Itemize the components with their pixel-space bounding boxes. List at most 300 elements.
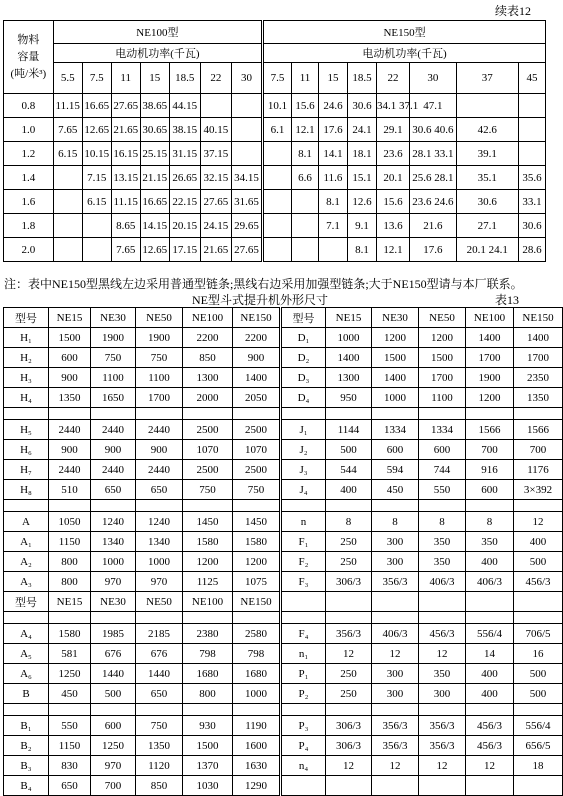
data-cell: 650	[136, 480, 183, 500]
data-cell	[53, 214, 82, 238]
data-cell: 30.65	[140, 118, 169, 142]
data-cell: 1566	[514, 420, 563, 440]
data-cell: 594	[372, 460, 419, 480]
data-cell: NE150	[233, 592, 281, 612]
data-cell: 24.1	[347, 118, 376, 142]
data-cell: 1190	[233, 716, 281, 736]
empty-cell	[466, 704, 514, 716]
column-header: NE150	[514, 308, 563, 328]
data-cell: 13.15	[111, 166, 140, 190]
data-cell: NE100	[183, 592, 233, 612]
data-cell	[514, 776, 563, 796]
data-cell: 456/3	[514, 572, 563, 592]
corner-header	[4, 21, 54, 94]
data-cell: 27.65	[111, 94, 140, 118]
data-cell: 798	[183, 644, 233, 664]
data-cell: P₁	[281, 664, 326, 684]
data-cell	[263, 238, 292, 262]
data-cell: 1070	[233, 440, 281, 460]
data-cell: 1200	[466, 388, 514, 408]
data-cell: 31.65	[231, 190, 262, 214]
data-cell	[231, 142, 262, 166]
data-cell: 2380	[183, 624, 233, 644]
data-cell: 8	[419, 512, 466, 532]
power-value: 7.5	[263, 63, 292, 94]
data-cell: 400	[466, 664, 514, 684]
data-cell: 250	[326, 552, 372, 572]
data-cell: H₅	[4, 420, 49, 440]
data-cell: 500	[514, 664, 563, 684]
data-cell: 1700	[466, 348, 514, 368]
data-cell: 25.15	[140, 142, 169, 166]
data-cell: 2440	[136, 460, 183, 480]
empty-cell	[372, 704, 419, 716]
data-cell: 1500	[372, 348, 419, 368]
data-cell: 8	[466, 512, 514, 532]
data-cell	[372, 776, 419, 796]
data-cell: 350	[419, 552, 466, 572]
data-cell: 1200	[372, 328, 419, 348]
table-row	[4, 94, 546, 118]
data-cell: 970	[91, 756, 136, 776]
data-cell: 1334	[419, 420, 466, 440]
power-value: 37	[456, 63, 518, 94]
data-cell: 6.1	[263, 118, 292, 142]
data-cell: 1450	[183, 512, 233, 532]
data-cell: 750	[136, 716, 183, 736]
data-cell	[292, 190, 319, 214]
data-cell: 30.6	[347, 94, 376, 118]
data-cell: 1900	[466, 368, 514, 388]
table-row	[4, 512, 563, 532]
empty-cell	[233, 408, 281, 420]
data-cell: 35.1	[456, 166, 518, 190]
data-cell: 1200	[183, 552, 233, 572]
data-cell: 400	[514, 532, 563, 552]
empty-cell	[466, 612, 514, 624]
data-cell: 400	[466, 552, 514, 572]
data-cell: 456/3	[466, 736, 514, 756]
data-cell	[53, 166, 82, 190]
data-cell: 47.1	[410, 94, 457, 118]
data-cell: 2440	[49, 420, 91, 440]
data-cell: 14.15	[140, 214, 169, 238]
data-cell: 3×392	[514, 480, 563, 500]
data-cell: 450	[372, 480, 419, 500]
data-cell: J₂	[281, 440, 326, 460]
data-cell: 900	[91, 440, 136, 460]
data-cell: 306/3	[326, 716, 372, 736]
column-header: NE100	[466, 308, 514, 328]
table-row	[4, 736, 563, 756]
data-cell: 1440	[136, 664, 183, 684]
empty-cell	[91, 704, 136, 716]
capacity-cell: 1.2	[4, 142, 54, 166]
empty-cell	[233, 612, 281, 624]
data-cell: 型号	[4, 592, 49, 612]
data-cell: 600	[49, 348, 91, 368]
empty-cell	[466, 500, 514, 512]
data-cell: 830	[49, 756, 91, 776]
data-cell: 28.6	[518, 238, 545, 262]
data-cell: 8.1	[318, 190, 347, 214]
data-cell: 750	[91, 348, 136, 368]
data-cell: 300	[419, 684, 466, 704]
data-cell: 250	[326, 684, 372, 704]
data-cell: 500	[326, 440, 372, 460]
table13-title: NE型斗式提升机外形尺寸	[192, 293, 328, 307]
table-row	[4, 664, 563, 684]
power-value: 30	[410, 63, 457, 94]
data-cell: 9.1	[347, 214, 376, 238]
data-cell: 850	[136, 776, 183, 796]
data-cell: 1030	[183, 776, 233, 796]
data-cell: B₁	[4, 716, 49, 736]
column-header: 型号	[281, 308, 326, 328]
data-cell: H₈	[4, 480, 49, 500]
data-cell: 450	[49, 684, 91, 704]
data-cell: D₄	[281, 388, 326, 408]
data-cell: 1050	[49, 512, 91, 532]
data-cell: 556/4	[466, 624, 514, 644]
spacer-row	[4, 612, 563, 624]
column-header: NE150	[233, 308, 281, 328]
data-cell: 1000	[372, 388, 419, 408]
data-cell: 1334	[372, 420, 419, 440]
data-cell: 27.65	[200, 190, 231, 214]
empty-cell	[183, 500, 233, 512]
empty-cell	[514, 704, 563, 716]
data-cell: J₃	[281, 460, 326, 480]
power-value: 5.5	[53, 63, 82, 94]
data-cell: 6.15	[82, 190, 111, 214]
data-cell: 12	[372, 756, 419, 776]
data-cell	[263, 214, 292, 238]
data-cell: 2440	[91, 420, 136, 440]
data-cell: 1300	[326, 368, 372, 388]
data-cell: 900	[136, 440, 183, 460]
data-cell: 1680	[183, 664, 233, 684]
data-cell: 32.15	[200, 166, 231, 190]
data-cell: 1400	[514, 328, 563, 348]
table-row	[4, 552, 563, 572]
data-cell: 300	[372, 684, 419, 704]
table-row	[4, 624, 563, 644]
empty-cell	[281, 704, 326, 716]
data-cell: 1700	[419, 368, 466, 388]
data-cell: 1350	[49, 388, 91, 408]
data-cell: 7.15	[82, 166, 111, 190]
data-cell: 1350	[514, 388, 563, 408]
data-cell: NE15	[49, 592, 91, 612]
data-cell: F₂	[281, 552, 326, 572]
data-cell: 23.6	[376, 142, 409, 166]
empty-cell	[372, 612, 419, 624]
data-cell: F₁	[281, 532, 326, 552]
table-row	[4, 328, 563, 348]
data-cell: 406/3	[372, 624, 419, 644]
data-cell: 1900	[91, 328, 136, 348]
data-cell: 30.6 40.6	[410, 118, 457, 142]
data-cell	[281, 776, 326, 796]
power-label: 电动机功率(千瓦)	[53, 44, 262, 63]
data-cell: 37.15	[200, 142, 231, 166]
data-cell: 21.65	[111, 118, 140, 142]
empty-cell	[281, 408, 326, 420]
data-cell: 544	[326, 460, 372, 480]
data-cell: 31.15	[169, 142, 200, 166]
data-cell: 7.65	[111, 238, 140, 262]
data-cell	[292, 214, 319, 238]
data-cell	[231, 118, 262, 142]
data-cell: 30.6	[518, 214, 545, 238]
data-cell: 676	[136, 644, 183, 664]
data-cell: 27.1	[456, 214, 518, 238]
data-cell: 12	[419, 756, 466, 776]
data-cell: 2440	[136, 420, 183, 440]
table-row	[4, 388, 563, 408]
data-cell: 2440	[49, 460, 91, 480]
data-cell: 11.15	[53, 94, 82, 118]
data-cell	[372, 592, 419, 612]
empty-cell	[136, 612, 183, 624]
data-cell: 29.65	[231, 214, 262, 238]
empty-cell	[4, 408, 49, 420]
data-cell: 1000	[136, 552, 183, 572]
table-row	[4, 716, 563, 736]
spacer-row	[4, 704, 563, 716]
data-cell: 406/3	[419, 572, 466, 592]
data-cell	[419, 592, 466, 612]
data-cell: 916	[466, 460, 514, 480]
data-cell: 656/5	[514, 736, 563, 756]
data-cell: 13.6	[376, 214, 409, 238]
data-cell: 38.15	[169, 118, 200, 142]
data-cell: 34.1 37.1	[376, 94, 409, 118]
data-cell: 2500	[233, 460, 281, 480]
capacity-cell: 1.6	[4, 190, 54, 214]
table-13	[3, 307, 563, 796]
power-value: 18.5	[169, 63, 200, 94]
data-cell: A	[4, 512, 49, 532]
data-cell: 356/3	[372, 716, 419, 736]
data-cell	[518, 94, 545, 118]
table-row	[4, 420, 563, 440]
data-cell: 1500	[419, 348, 466, 368]
data-cell: 35.6	[518, 166, 545, 190]
table-row	[4, 214, 546, 238]
data-cell: 798	[233, 644, 281, 664]
power-value: 22	[376, 63, 409, 94]
table-row	[4, 776, 563, 796]
empty-cell	[183, 704, 233, 716]
data-cell: 20.1 24.1	[456, 238, 518, 262]
data-cell: 1450	[233, 512, 281, 532]
capacity-cell: 0.8	[4, 94, 54, 118]
empty-cell	[326, 704, 372, 716]
empty-cell	[419, 704, 466, 716]
data-cell: 1650	[91, 388, 136, 408]
data-cell: 1350	[136, 736, 183, 756]
data-cell: 456/3	[419, 624, 466, 644]
data-cell: 900	[49, 440, 91, 460]
data-cell: 1900	[136, 328, 183, 348]
data-cell: 2200	[233, 328, 281, 348]
data-cell: 1120	[136, 756, 183, 776]
empty-cell	[233, 500, 281, 512]
data-cell: 18.1	[347, 142, 376, 166]
data-cell: A₆	[4, 664, 49, 684]
ne150-title: NE150型	[263, 21, 546, 44]
empty-cell	[136, 408, 183, 420]
data-cell: 1400	[372, 368, 419, 388]
data-cell: 406/3	[466, 572, 514, 592]
data-cell: 23.6 24.6	[410, 190, 457, 214]
data-cell: 22.15	[169, 190, 200, 214]
table-row	[4, 166, 546, 190]
data-cell: 12.1	[376, 238, 409, 262]
data-cell: 300	[372, 664, 419, 684]
data-cell	[514, 592, 563, 612]
empty-cell	[281, 612, 326, 624]
data-cell: 1700	[136, 388, 183, 408]
data-cell: 900	[49, 368, 91, 388]
table-row	[4, 368, 563, 388]
data-cell: 38.65	[140, 94, 169, 118]
column-header: NE30	[372, 308, 419, 328]
data-cell: 7.1	[318, 214, 347, 238]
ne100-title: NE100型	[53, 21, 262, 44]
empty-cell	[91, 408, 136, 420]
data-cell: H₄	[4, 388, 49, 408]
data-cell: 17.6	[318, 118, 347, 142]
data-cell	[466, 592, 514, 612]
data-cell: 8	[372, 512, 419, 532]
data-cell: 2050	[233, 388, 281, 408]
corner-header-line: 容量	[17, 50, 40, 63]
data-cell: 1100	[91, 368, 136, 388]
data-cell: 350	[466, 532, 514, 552]
table-row	[4, 142, 546, 166]
table12-note: 注：表中NE150型黑线左边采用普通型链条;黑线右边采用加强型链条;大于NE150型请与本厂联系。	[4, 277, 523, 291]
data-cell: 1100	[136, 368, 183, 388]
data-cell: 29.1	[376, 118, 409, 142]
data-cell	[518, 118, 545, 142]
data-cell: B₃	[4, 756, 49, 776]
data-cell: 18	[514, 756, 563, 776]
data-cell: 34.15	[231, 166, 262, 190]
empty-cell	[466, 408, 514, 420]
data-cell: 650	[91, 480, 136, 500]
corner-header-line: 物料	[17, 33, 40, 46]
column-header: NE50	[136, 308, 183, 328]
data-cell: 556/4	[514, 716, 563, 736]
data-cell: 700	[514, 440, 563, 460]
data-cell: 600	[466, 480, 514, 500]
data-cell: 1985	[91, 624, 136, 644]
data-cell: 1340	[91, 532, 136, 552]
data-cell: 650	[136, 684, 183, 704]
data-cell: 12.1	[292, 118, 319, 142]
data-cell: 1000	[326, 328, 372, 348]
data-cell: 1340	[136, 532, 183, 552]
data-cell: 600	[372, 440, 419, 460]
data-cell: 700	[91, 776, 136, 796]
column-header: 型号	[4, 308, 49, 328]
column-header: NE15	[326, 308, 372, 328]
data-cell: 350	[419, 532, 466, 552]
data-cell: 356/3	[372, 736, 419, 756]
data-cell: 1580	[49, 624, 91, 644]
data-cell: 2185	[136, 624, 183, 644]
table-12	[3, 20, 546, 262]
data-cell: 1300	[183, 368, 233, 388]
table-row	[4, 190, 546, 214]
data-cell: 600	[91, 716, 136, 736]
data-cell	[281, 592, 326, 612]
empty-cell	[4, 704, 49, 716]
empty-cell	[4, 612, 49, 624]
data-cell: 550	[49, 716, 91, 736]
empty-cell	[326, 612, 372, 624]
data-cell: 250	[326, 532, 372, 552]
data-cell	[466, 776, 514, 796]
capacity-cell: 2.0	[4, 238, 54, 262]
data-cell: 8.1	[292, 142, 319, 166]
data-cell	[326, 776, 372, 796]
power-value: 15	[140, 63, 169, 94]
data-cell: 970	[91, 572, 136, 592]
table-row	[4, 348, 563, 368]
data-cell: H₆	[4, 440, 49, 460]
table-row	[4, 118, 546, 142]
capacity-cell: 1.4	[4, 166, 54, 190]
table-row	[4, 440, 563, 460]
data-cell: 26.65	[169, 166, 200, 190]
power-value: 11	[292, 63, 319, 94]
data-cell: 16	[514, 644, 563, 664]
data-cell: 12	[514, 512, 563, 532]
data-cell: 12	[326, 644, 372, 664]
data-cell: 14	[466, 644, 514, 664]
data-cell: 2440	[91, 460, 136, 480]
data-cell: 2500	[183, 420, 233, 440]
data-cell: 16.15	[111, 142, 140, 166]
empty-cell	[49, 612, 91, 624]
data-cell: 7.65	[53, 118, 82, 142]
data-cell	[456, 94, 518, 118]
data-cell: n₁	[281, 644, 326, 664]
data-cell: A₅	[4, 644, 49, 664]
data-cell: 17.15	[169, 238, 200, 262]
data-cell: A₂	[4, 552, 49, 572]
data-cell: 12.65	[140, 238, 169, 262]
empty-cell	[372, 408, 419, 420]
data-cell: 1100	[419, 388, 466, 408]
empty-cell	[136, 704, 183, 716]
data-cell: 650	[49, 776, 91, 796]
empty-cell	[4, 500, 49, 512]
data-cell: 2000	[183, 388, 233, 408]
data-cell: B	[4, 684, 49, 704]
table12-caption: 续表12	[495, 4, 532, 18]
data-cell: 1700	[514, 348, 563, 368]
data-cell: 950	[326, 388, 372, 408]
data-cell: 1200	[419, 328, 466, 348]
data-cell: 300	[372, 552, 419, 572]
power-value: 15	[318, 63, 347, 94]
table-row	[4, 684, 563, 704]
